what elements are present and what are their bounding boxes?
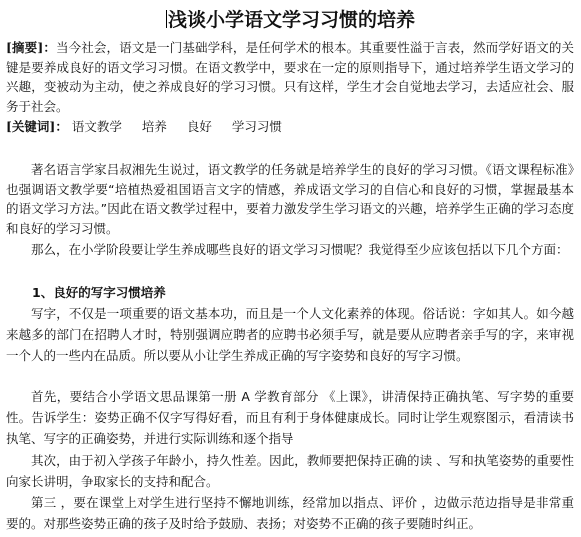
document-title-line [0,8,581,32]
abstract-paragraph [6,38,574,116]
abstract-text: 当今社会，语文是一门基础学科，是任何学术的根本。其重要性溢于言表，然而学好语文的关键是要养成良好的语文学习习惯。在语文教学中，要求在一定的原则指导下，通过培养学生语文学习的兴趣，变被动为主动，使之养成良好的学习习惯。只有这样，学生才会自觉地去学习，去适应社会、服务于社会。 [6,40,574,114]
section-heading: 1、良好的写字习惯培养 [32,285,166,300]
body-paragraph: 著名语言学家吕叔湘先生说过，语文教学的任务就是培养学生的良好的学习习惯。《语文课程标准》也强调语文教学要“培植热爱祖国语言文字的情感，养成语文学习的自信心和良好的习惯，掌握最基本的语文学习方法。”因此在语文教学过程中，要着力激发学生学习语文的兴趣，培养学生正确的学习态度和良好的学习习惯。 [6,162,574,236]
text-cursor [166,10,167,28]
keywords-label: [关键词]： [6,119,68,134]
keywords-line [6,117,574,136]
body-paragraph: 写字，不仅是一项重要的语文基本功，而且是一个人文化素养的体现。俗话说：字如其人。如今越来越多的部门在招聘人才时，特别强调应聘者的应聘书必须手写，就是要从应聘者亲手写的字，来审视一个人的一些内在品质。所以要从小让学生养成正确的写字姿势和良好的写字习惯。 [6,306,574,363]
keyword-item: 学习习惯 [231,119,282,134]
abstract-label: [摘要]： [6,40,57,55]
body-paragraph: 第三 ，要在课堂上对学生进行坚持不懈地训练，经常加以指点、评价 ，边做示范边指导是非常重要的。对那些姿势正确的孩子及时给予鼓励、表扬；对姿势不正确的孩子要随时纠正。 [6,495,574,531]
document-title: 浅谈小学语文学习习惯的培养 [167,9,415,31]
body-paragraph: 首先，要结合小学语文思品课第一册 A 学教育部分 《上课》，讲清保持正确执笔、写字势的重要性。告诉学生：姿势正确不仅字写得好看，而且有利于身体健康成长。同时让学生观察图示，看清读书执笔、写字的正确姿势，并进行实际训练和逐个指导 [6,389,574,446]
body-paragraph: 其次，由于初入学孩子年龄小，持久性差。因此，教师要把保持正确的读 、写和执笔姿势的重要性向家长讲明，争取家长的支持和配合。 [6,453,574,489]
body-paragraph: 那么，在小学阶段要让学生养成哪些良好的语文学习习惯呢？我觉得至少应该包括以下几个方面： [31,242,569,257]
keyword-item: 良好 [186,119,212,134]
keyword-item: 培养 [141,119,167,134]
keyword-item: 语文教学 [71,119,122,134]
